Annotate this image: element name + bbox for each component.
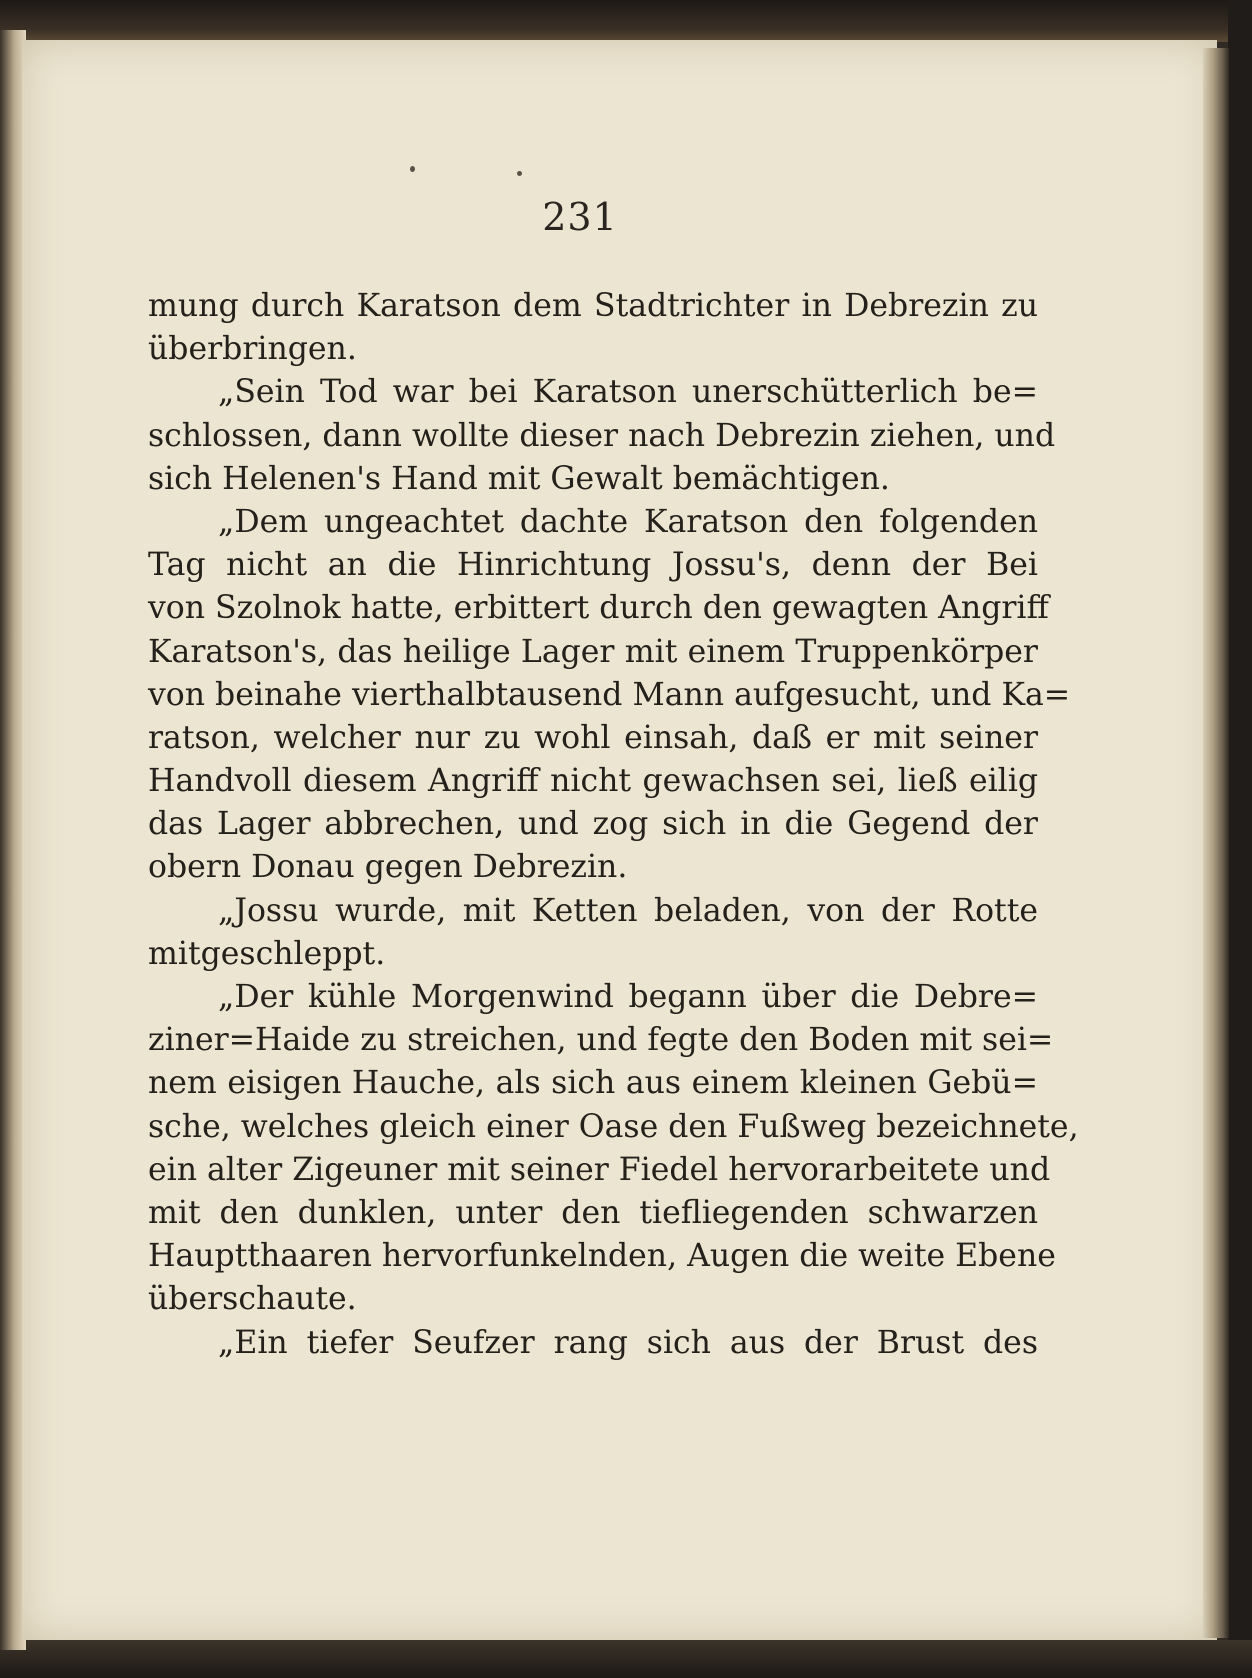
book-cover-top	[0, 0, 1252, 42]
book-cover-right	[1228, 0, 1252, 1678]
text-line: von Szolnok hatte, erbittert durch den gewagten Angriff	[148, 590, 1049, 627]
text-line: „Jossu wurde, mit Ketten beladen, von der Rotte	[218, 892, 1038, 929]
text-line: sche, welches gleich einer Oase den Fußweg bezeichnete,	[148, 1108, 1079, 1145]
text-line: „Ein tiefer Seufzer rang sich aus der Brust des	[218, 1324, 1038, 1361]
text-line: „Sein Tod war bei Karatson unerschütterlich be=	[218, 374, 1038, 411]
text-line: Tag nicht an die Hinrichtung Jossu's, denn der Bei	[148, 547, 1038, 584]
text-line: das Lager abbrechen, und zog sich in die Gegend der	[148, 806, 1038, 843]
text-line: ratson, welcher nur zu wohl einsah, daß er mit seiner	[148, 719, 1038, 756]
text-line: ein alter Zigeuner mit seiner Fiedel hervorarbeitete und	[148, 1151, 1051, 1188]
text-line: schlossen, dann wollte dieser nach Debrezin ziehen, und	[148, 417, 1056, 454]
page-edges	[1203, 48, 1229, 1638]
text-line: Karatson's, das heilige Lager mit einem Truppenkörper	[148, 633, 1038, 670]
text-line: überschaute.	[148, 1281, 357, 1318]
ink-speck	[410, 166, 415, 172]
text-line: obern Donau gegen Debrezin.	[148, 849, 628, 886]
text-line: nem eisigen Hauche, als sich aus einem kleinen Gebü=	[148, 1065, 1038, 1102]
ink-speck	[517, 171, 522, 176]
text-line: mit den dunklen, unter den tiefliegenden schwarzen	[148, 1194, 1038, 1231]
text-line: sich Helenen's Hand mit Gewalt bemächtigen.	[148, 460, 890, 497]
body-text	[148, 285, 1079, 1365]
text-line: „Dem ungeachtet dachte Karatson den folgenden	[218, 503, 1038, 540]
text-line: von beinahe vierthalbtausend Mann aufgesucht, und Ka=	[148, 676, 1071, 713]
text-line: überbringen.	[148, 331, 357, 368]
page-number: 231	[542, 195, 618, 239]
text-line: mitgeschleppt.	[148, 935, 386, 972]
text-line: „Der kühle Morgenwind begann über die Debre=	[218, 979, 1038, 1015]
text-line: Handvoll diesem Angriff nicht gewachsen sei, ließ eilig	[148, 763, 1038, 800]
text-line: mung durch Karatson dem Stadtrichter in Debrezin zu	[148, 288, 1038, 324]
text-line: Hauptthaaren hervorfunkelnden, Augen die weite Ebene	[148, 1238, 1056, 1275]
text-line: ziner=Haide zu streichen, und fegte den Boden mit sei=	[148, 1022, 1054, 1059]
book-cover-bottom	[0, 1640, 1252, 1678]
